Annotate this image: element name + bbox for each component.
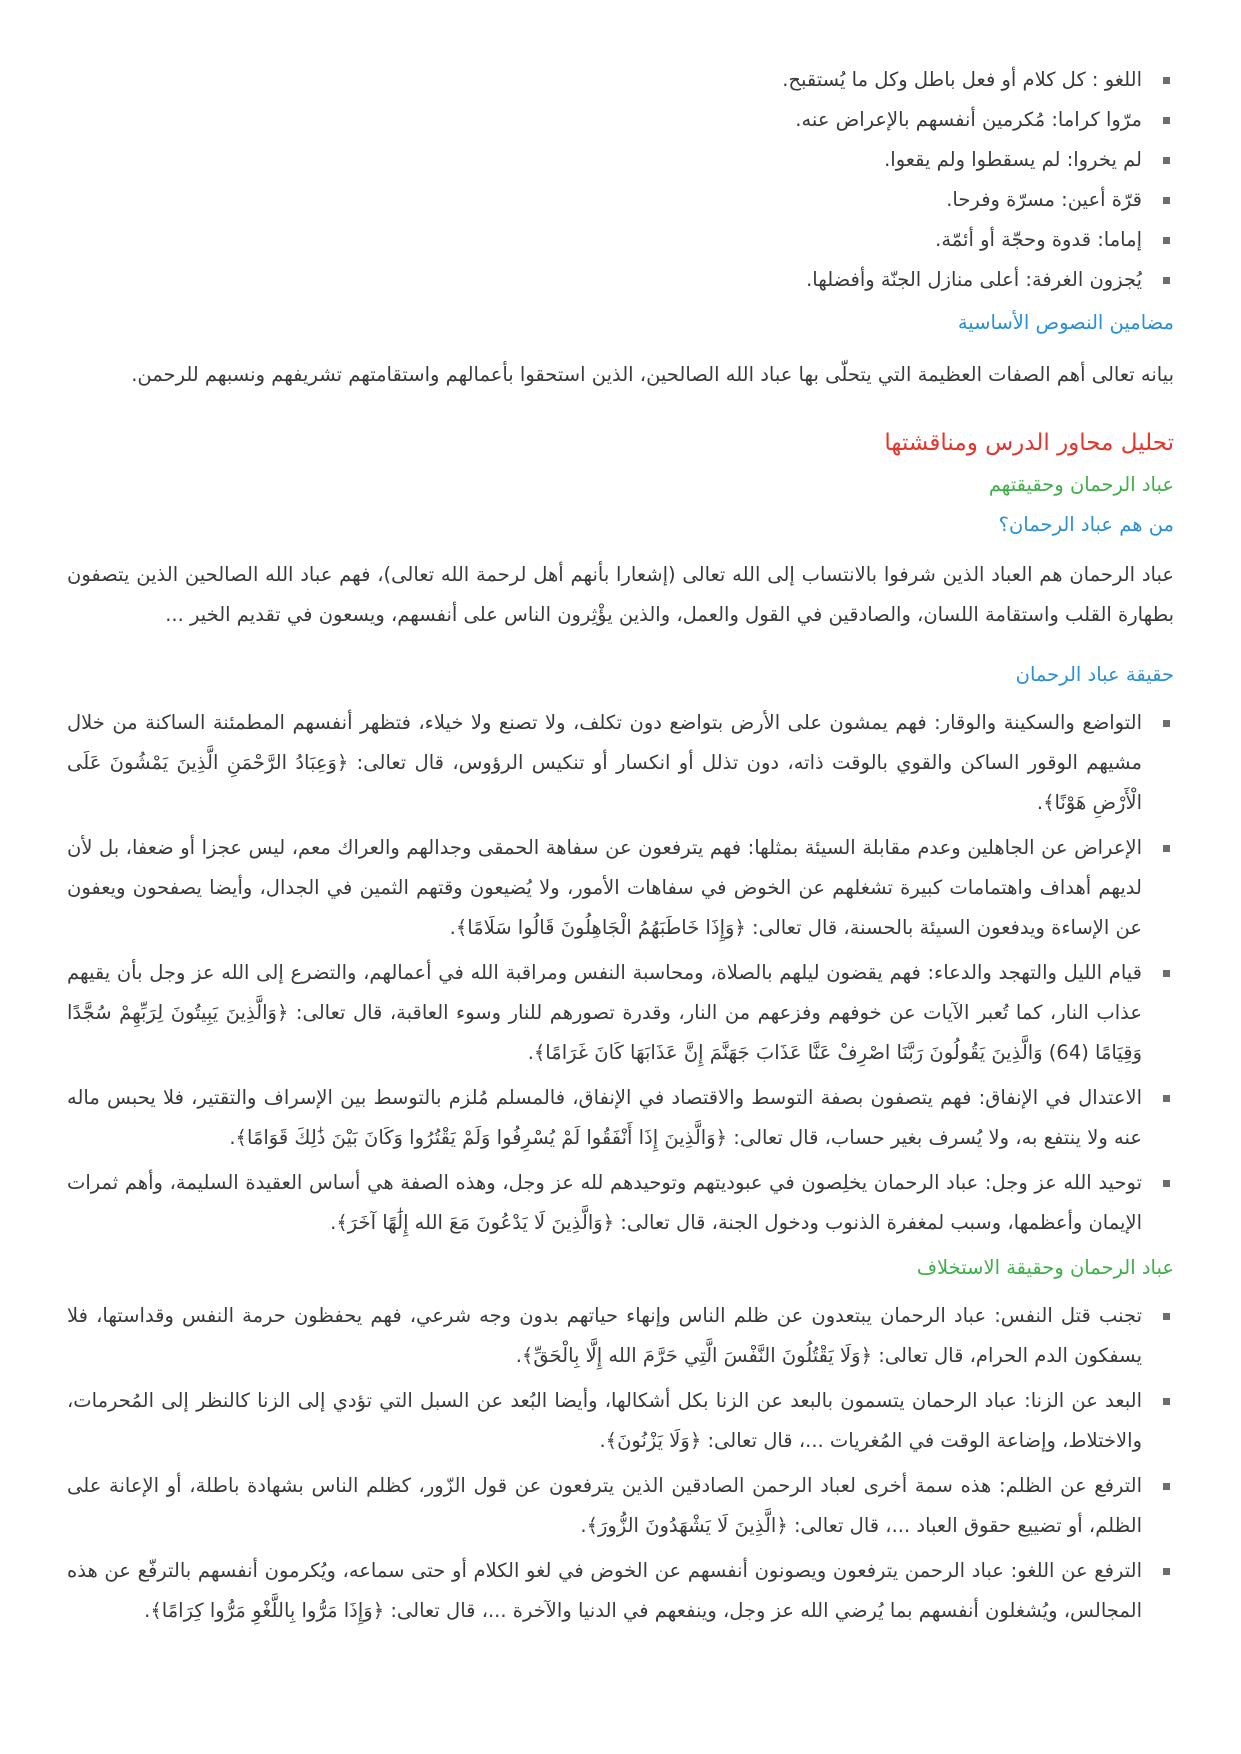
list-item: قرّة أعين: مسرّة وفرحا.: [67, 180, 1174, 220]
list-item: قيام الليل والتهجد والدعاء: فهم يقضون ليلهم بالصلاة، ومحاسبة النفس ومراقبة الله في أعمالهم، والتضرع إلى الله عز وجل بأن يقيهم عذاب النار، كما تُعبر الآيات عن خوفهم وفزعهم من النار، وقدرة تصورهم للنار وسوء العاقبة، قال تعالى: ﴿وَالَّذِينَ يَبِيتُونَ لِرَبِّهِمْ سُجَّدًا وَقِيَامًا (64) وَالَّذِينَ يَقُولُونَ رَبَّنَا اصْرِفْ عَنَّا عَذَابَ جَهَنَّمَ إِنَّ عَذَابَهَا كَانَ غَرَامًا﴾.: [67, 953, 1174, 1073]
list-item: تجنب قتل النفس: عباد الرحمان يبتعدون عن ظلم الناس وإنهاء حياتهم بدون وجه شرعي، فهم يحفظون حرمة النفس وقداستها، فلا يسفكون الدم الحرام، قال تعالى: ﴿وَلَا يَقْتُلُونَ النَّفْسَ الَّتِي حَرَّمَ الله إِلَّا بِالْحَقِّ﴾.: [67, 1296, 1174, 1376]
succession-list: [67, 1296, 1174, 1631]
question-heading: من هم عباد الرحمان؟: [998, 513, 1174, 536]
list-item: الاعتدال في الإنفاق: فهم يتصفون بصفة التوسط والاقتصاد في الإنفاق، فالمسلم مُلزم بالتوسط بين الإسراف والتقتير، فلا يحبس ماله عنه ولا ينتفع به، ولا يُسرف بغير حساب، قال تعالى: ﴿وَالَّذِينَ إِذَا أَنْفَقُوا لَمْ يُسْرِفُوا وَلَمْ يَقْتُرُوا وَكَانَ بَيْنَ ذَٰلِكَ قَوَامًا﴾.: [67, 1078, 1174, 1158]
list-item: التواضع والسكينة والوقار: فهم يمشون على الأرض بتواضع دون تكلف، ولا تصنع ولا خيلاء، فتظهر أنفسهم المطمئنة الساكنة من خلال مشيهم الوقور الساكن والقوي بالوقت ذاته، دون تذلل أو انكسار أو تنكيس الرؤوس، قال تعالى: ﴿وَعِبَادُ الرَّحْمَنِ الَّذِينَ يَمْشُونَ عَلَى الْأَرْضِ هَوْنًا﴾.: [67, 703, 1174, 823]
list-item: مرّوا كراما: مُكرمين أنفسهم بالإعراض عنه.: [67, 100, 1174, 140]
list-item: اللغو : كل كلام أو فعل باطل وكل ما يُستقبح.: [67, 60, 1174, 100]
definition-paragraph: عباد الرحمان هم العباد الذين شرفوا بالانتساب إلى الله تعالى (إشعارا بأنهم أهل لرحمة الله تعالى)، فهم عباد الله الصالحين الذين يتصفون بطهارة القلب واستقامة اللسان، والصادقين في القول والعمل، والذين يؤْثِرون الناس على أنفسهم، ويسعون في تقديم الخير ...: [67, 563, 1174, 626]
list-item: الإعراض عن الجاهلين وعدم مقابلة السيئة بمثلها: فهم يترفعون عن سفاهة الحمقى وجدالهم والعراك معم، ليس عجزا أو ضعفا، بل لأن لديهم أهداف واهتمامات كبيرة تشغلهم عن الخوض في سفاهات الأمور، ولا يُضيعون وقتهم الثمين في الجدال، وأيضا يصفحون ويعفون عن الإساءة ويدفعون السيئة بالحسنة، قال تعالى: ﴿وَإِذَا خَاطَبَهُمُ الْجَاهِلُونَ قَالُوا سَلَامًا﴾.: [67, 828, 1174, 948]
list-item: الترفع عن اللغو: عباد الرحمن يترفعون ويصونون أنفسهم عن الخوض في لغو الكلام أو حتى سماعه، ويُكرمون أنفسهم بالترفّع عن هذه المجالس، ويُشغلون أنفسهم بما يُرضي الله عز وجل، وينفعهم في الدنيا والآخرة ...، قال تعالى: ﴿وَإِذَا مَرُّوا بِاللَّغْوِ مَرُّوا كِرَامًا﴾.: [67, 1551, 1174, 1631]
list-item: البعد عن الزنا: عباد الرحمان يتسمون بالبعد عن الزنا بكل أشكالها، وأيضا البُعد عن السبل التي تؤدي إلى الزنا كالنظر إلى المُحرمات، والاختلاط، وإضاعة الوقت في المُغريات ...، قال تعالى: ﴿وَلَا يَزْنُونَ﴾.: [67, 1381, 1174, 1461]
reality-list: [67, 703, 1174, 1243]
section-heading-succession: عباد الرحمان وحقيقة الاستخلاف: [916, 1256, 1174, 1279]
section-heading-contents: مضامين النصوص الأساسية: [957, 311, 1174, 334]
section-heading-analysis: تحليل محاور الدرس ومناقشتها: [884, 430, 1174, 456]
section-heading-reality: حقيقة عباد الرحمان: [1015, 663, 1174, 686]
list-item: توحيد الله عز وجل: عباد الرحمان يخلِصون في عبوديتهم وتوحيدهم لله عز وجل، وهذه الصفة هي أساس العقيدة السليمة، وأهم ثمرات الإيمان وأعظمها، وسبب لمغفرة الذنوب ودخول الجنة، قال تعالى: ﴿وَالَّذِينَ لَا يَدْعُونَ مَعَ الله إِلَٰهًا آخَرَ﴾.: [67, 1163, 1174, 1243]
subheading-servants-reality: عباد الرحمان وحقيقتهم: [988, 473, 1174, 496]
list-item: الترفع عن الظلم: هذه سمة أخرى لعباد الرحمن الصادقين الذين يترفعون عن قول الزّور، كظلم الناس بشهادة باطلة، أو الإعانة على الظلم، أو تضييع حقوق العباد ...، قال تعالى: ﴿الَّذِينَ لَا يَشْهَدُونَ الزُّورَ﴾.: [67, 1466, 1174, 1546]
vocabulary-list: [67, 60, 1174, 300]
list-item: لم يخروا: لم يسقطوا ولم يقعوا.: [67, 140, 1174, 180]
contents-paragraph: بيانه تعالى أهم الصفات العظيمة التي يتحلّى بها عباد الله الصالحين، الذين استحقوا بأعمالهم واستقامتهم تشريفهم ونسبهم للرحمن.: [131, 363, 1174, 386]
list-item: يُجزون الغرفة: أعلى منازل الجنّة وأفضلها.: [67, 260, 1174, 300]
list-item: إماما: قدوة وحجّة أو أئمّة.: [67, 220, 1174, 260]
